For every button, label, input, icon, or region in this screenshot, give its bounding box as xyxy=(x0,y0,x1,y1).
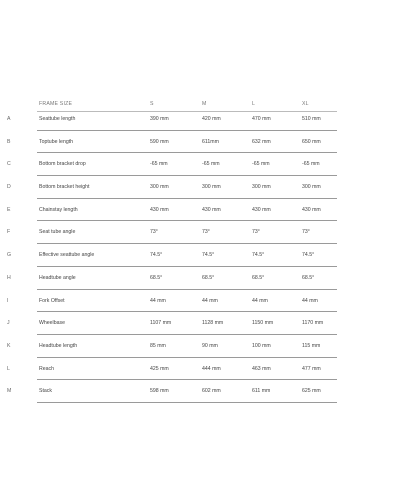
row-letter: D xyxy=(7,184,11,191)
value-size-m: 74.5° xyxy=(202,252,215,259)
row-divider xyxy=(37,198,337,199)
row-divider xyxy=(37,220,337,221)
value-size-m: 420 mm xyxy=(202,116,221,122)
row-divider xyxy=(37,311,337,312)
value-size-s: 85 mm xyxy=(150,342,166,349)
value-size-xl: 650 mm xyxy=(302,138,321,145)
value-size-s: -65 mm xyxy=(150,161,168,168)
table-row xyxy=(0,316,400,339)
value-size-l: 1150 mm xyxy=(252,320,274,327)
table-body xyxy=(0,112,400,407)
row-letter: K xyxy=(7,342,11,349)
value-size-l: 68.5° xyxy=(252,274,265,281)
value-size-l: 44 mm xyxy=(252,297,268,304)
value-size-l: 632 mm xyxy=(252,138,271,145)
row-divider xyxy=(37,357,337,358)
row-measurement-name: Fork Offset xyxy=(39,297,65,304)
row-letter: B xyxy=(7,138,11,145)
value-size-m: -65 mm xyxy=(202,161,220,168)
value-size-m: 611mm xyxy=(202,138,219,145)
row-divider xyxy=(37,175,337,176)
table-row xyxy=(0,362,400,385)
row-measurement-name: Wheelbase xyxy=(39,320,65,327)
size-s-header: S xyxy=(150,101,154,107)
row-measurement-name: Headtube length xyxy=(39,342,78,349)
table-row xyxy=(0,180,400,203)
row-measurement-name: Headtube angle xyxy=(39,274,76,281)
table-row xyxy=(0,157,400,180)
geometry-table xyxy=(0,96,400,407)
row-measurement-name: Chainstay length xyxy=(39,206,78,213)
size-xl-header: XL xyxy=(302,101,309,107)
value-size-l: -65 mm xyxy=(252,161,270,168)
value-size-xl: 477 mm xyxy=(302,365,321,372)
value-size-l: 300 mm xyxy=(252,184,271,191)
row-divider xyxy=(37,266,337,267)
row-divider xyxy=(37,130,337,131)
value-size-l: 470 mm xyxy=(252,116,271,122)
table-row xyxy=(0,271,400,294)
value-size-s: 300 mm xyxy=(150,184,169,191)
value-size-s: 425 mm xyxy=(150,365,169,372)
row-measurement-name: Toptube length xyxy=(39,138,74,145)
value-size-xl: 1170 mm xyxy=(302,320,324,327)
row-measurement-name: Seat tube angle xyxy=(39,229,76,236)
value-size-xl: 73° xyxy=(302,229,310,236)
row-divider xyxy=(37,379,337,380)
row-divider xyxy=(37,152,337,153)
value-size-m: 444 mm xyxy=(202,365,221,372)
value-size-m: 300 mm xyxy=(202,184,221,191)
value-size-xl: 115 mm xyxy=(302,342,321,349)
size-l-header: L xyxy=(252,101,256,107)
table-row xyxy=(0,294,400,317)
value-size-l: 74.5° xyxy=(252,252,265,259)
row-divider xyxy=(37,334,337,335)
row-letter: G xyxy=(7,252,12,259)
row-letter: F xyxy=(7,229,11,236)
row-letter: E xyxy=(7,206,11,213)
size-m-header: M xyxy=(202,101,207,107)
value-size-s: 430 mm xyxy=(150,206,169,213)
row-letter: C xyxy=(7,161,11,168)
row-divider xyxy=(37,402,337,403)
value-size-xl: 68.5° xyxy=(302,274,315,281)
row-letter: I xyxy=(7,297,9,304)
table-row xyxy=(0,384,400,407)
value-size-xl: -65 mm xyxy=(302,161,320,168)
value-size-s: 74.5° xyxy=(150,252,163,259)
table-row xyxy=(0,225,400,248)
row-measurement-name: Effective seattube angle xyxy=(39,252,95,259)
value-size-s: 598 mm xyxy=(150,388,169,395)
value-size-m: 73° xyxy=(202,229,210,236)
value-size-xl: 510 mm xyxy=(302,116,321,122)
row-letter: J xyxy=(7,320,10,327)
row-measurement-name: Stack xyxy=(39,388,52,395)
value-size-s: 390 mm xyxy=(150,116,169,122)
value-size-xl: 430 mm xyxy=(302,206,321,213)
table-row xyxy=(0,112,400,135)
value-size-m: 90 mm xyxy=(202,342,218,349)
value-size-l: 611 mm xyxy=(252,388,271,395)
row-measurement-name: Bottom bracket drop xyxy=(39,161,86,168)
table-row xyxy=(0,135,400,158)
value-size-m: 602 mm xyxy=(202,388,221,395)
row-measurement-name: Seattube length xyxy=(39,116,76,122)
value-size-l: 463 mm xyxy=(252,365,271,372)
value-size-s: 68.5° xyxy=(150,274,163,281)
row-letter: M xyxy=(7,388,12,395)
row-letter: L xyxy=(7,365,10,372)
row-letter: A xyxy=(7,116,11,122)
table-row xyxy=(0,339,400,362)
value-size-m: 1128 mm xyxy=(202,320,224,327)
table-row xyxy=(0,203,400,226)
value-size-xl: 74.5° xyxy=(302,252,315,259)
value-size-s: 73° xyxy=(150,229,158,236)
value-size-xl: 625 mm xyxy=(302,388,321,395)
value-size-l: 73° xyxy=(252,229,260,236)
value-size-s: 44 mm xyxy=(150,297,166,304)
table-row xyxy=(0,248,400,271)
value-size-m: 68.5° xyxy=(202,274,215,281)
row-measurement-name: Reach xyxy=(39,365,54,372)
row-letter: H xyxy=(7,274,11,281)
value-size-l: 100 mm xyxy=(252,342,271,349)
row-measurement-name: Bottom bracket height xyxy=(39,184,90,191)
value-size-m: 430 mm xyxy=(202,206,221,213)
frame-size-label: FRAME SIZE xyxy=(39,101,73,107)
row-divider xyxy=(37,243,337,244)
value-size-s: 590 mm xyxy=(150,138,169,145)
table-header xyxy=(0,96,400,112)
value-size-xl: 44 mm xyxy=(302,297,318,304)
value-size-l: 430 mm xyxy=(252,206,271,213)
value-size-m: 44 mm xyxy=(202,297,218,304)
value-size-s: 1107 mm xyxy=(150,320,172,327)
value-size-xl: 300 mm xyxy=(302,184,321,191)
row-divider xyxy=(37,289,337,290)
